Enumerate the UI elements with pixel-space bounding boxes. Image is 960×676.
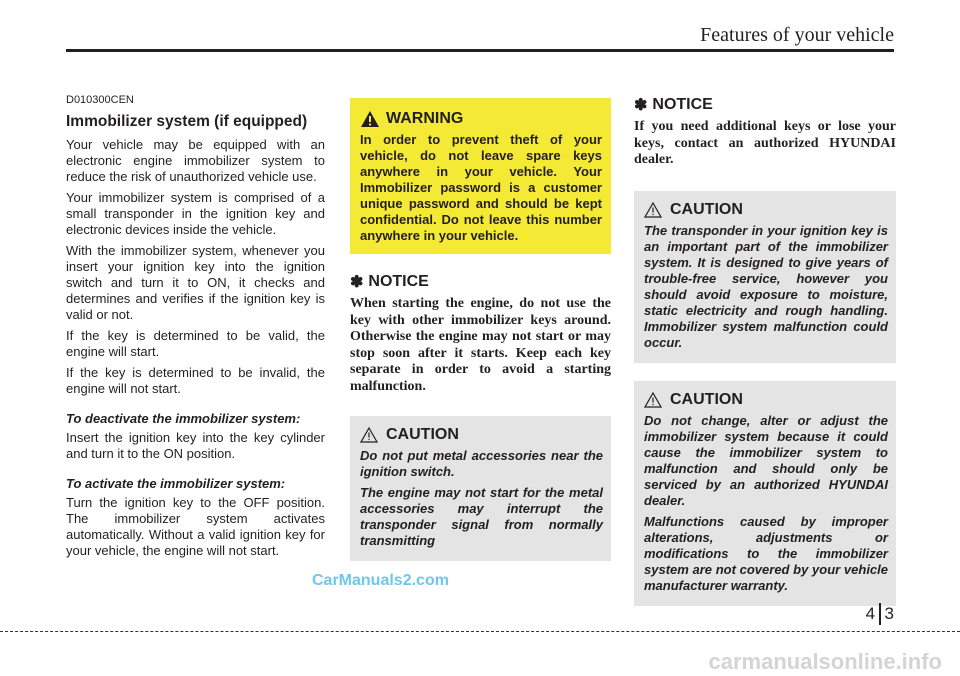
page-number-divider: [879, 603, 881, 625]
right-column: [634, 95, 896, 606]
caution-text: Do not change, alter or adjust the immobilizer system because it could cause the immobilizer system to malfunction and should only be serviced by an authorized HYUNDAI dealer.: [644, 412, 888, 508]
caution-text: The transponder in your ignition key is an important part of the immobilizer system. It is designed to give years of trouble-free service, however you should avoid exposure to moisture, static electricity and rough handling. Immobilizer system malfunction could occur.: [644, 222, 888, 350]
notice-label: NOTICE: [368, 273, 429, 290]
watermark: CarManuals2.com: [312, 572, 449, 589]
caution-box: [634, 191, 896, 363]
notice-title: [634, 95, 896, 115]
caution-title: CAUTION: [386, 426, 459, 443]
caution-box: [634, 381, 896, 606]
middle-column: [350, 95, 611, 561]
warning-text: In order to prevent theft of your vehicle, do not leave spare keys anywhere in your vehicle. Your Immobilizer password is a customer unique password and should be kept confidential. Do not leave this number anywhere in your vehicle.: [360, 132, 602, 243]
notice-text: If you need additional keys or lose your keys, contact an authorized HYUNDAI dealer.: [634, 119, 896, 167]
caution-text: Do not put metal accessories near the ignition switch.: [360, 448, 603, 479]
notice-label: NOTICE: [652, 96, 713, 113]
header-rule: [66, 49, 894, 52]
notice-text: When starting the engine, do not use the key with other immobilizer keys around. Otherwise the engine may not start or may stop soon after it starts. Keep each key separate in order to avoid a starting malfunction.: [350, 296, 611, 394]
asterisk-icon: ✽: [634, 97, 648, 114]
warning-title: WARNING: [386, 110, 464, 127]
caution-triangle-icon: [644, 392, 662, 408]
paragraph: If the key is determined to be valid, the engine will start.: [66, 328, 325, 359]
section-heading: Immobilizer system (if equipped): [66, 113, 308, 130]
asterisk-icon: ✽: [350, 274, 364, 291]
paragraph: Your immobilizer system is comprised of a small transponder in the ignition key and electronic devices inside the vehicle.: [66, 190, 325, 237]
page-number: [866, 603, 894, 625]
warning-triangle-icon: [360, 110, 380, 128]
section-code: D010300CEN: [66, 94, 134, 106]
caution-text: The engine may not start for the metal accessories may interrupt the transponder signal from normally transmitting: [360, 485, 603, 548]
activate-heading: To activate the immobilizer system:: [66, 476, 286, 491]
page-number-value: 3: [884, 604, 894, 623]
deactivate-heading: To deactivate the immobilizer system:: [66, 411, 301, 426]
deactivate-text: Insert the ignition key into the key cylinder and turn it to the ON position.: [66, 430, 325, 461]
footer-site-watermark: carmanualsonline.info: [708, 649, 942, 674]
caution-title: CAUTION: [670, 200, 743, 218]
notice-title: [350, 272, 611, 292]
activate-text: Turn the ignition key to the OFF position. The immobilizer system activates automatically. Without a valid ignition key for your vehicle, the engine will not start.: [66, 495, 325, 558]
footer-rule: [0, 631, 960, 632]
caution-box: [350, 416, 611, 561]
page-header-title: Features of your vehicle: [700, 24, 894, 46]
chapter-number: 4: [865, 604, 876, 623]
caution-text: Malfunctions caused by improper alterations, adjustments or modifications to the immobilizer system are not covered by your vehicle manufacturer warranty.: [644, 513, 888, 593]
left-column: [66, 92, 325, 564]
paragraph: Your vehicle may be equipped with an electronic engine immobilizer system to reduce the risk of unauthorized vehicle use.: [66, 137, 325, 184]
paragraph: If the key is determined to be invalid, the engine will not start.: [66, 365, 325, 396]
caution-triangle-icon: [644, 202, 662, 218]
caution-triangle-icon: [360, 427, 378, 443]
paragraph: With the immobilizer system, whenever you insert your ignition key into the ignition switch and turn it to ON, it checks and determines and verifies if the ignition key is valid or not.: [66, 243, 325, 322]
warning-box: [350, 98, 611, 254]
caution-title: CAUTION: [670, 390, 743, 408]
